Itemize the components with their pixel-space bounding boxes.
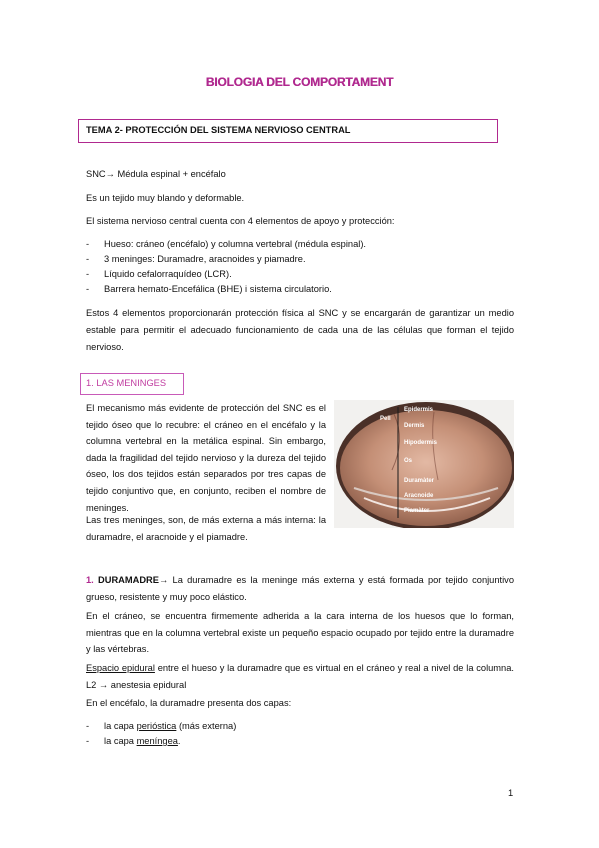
intro-paragraph: Estos 4 elementos proporcionarán protección física al SNC y se encargarán de garantizar un medio estable para permitir el adecuado funcionamiento de cada una de las células que forman el tejido nervioso. [86,308,514,352]
duramadre-definition: → La duramadre es la meninge más externa y está formada por tejido conjuntivo grueso, resistente y muy poco elástico. [86,575,514,602]
epidural-text: entre el hueso y la duramadre que es virtual en el cráneo y real a nivel de la columna. L2 → anestesia epidural [86,663,514,690]
section-heading: 1. LAS MENINGES [86,378,167,388]
image-label-hipodermis: Hipodermis [404,440,438,446]
image-label-epidermis: Epidermis [404,407,434,413]
list-item [104,735,181,749]
list-item: - Líquido cefalorraquídeo (LCR). [104,268,232,282]
page-number: 1 [508,788,514,798]
tejido-line: Es un tejido muy blando y deformable. [86,193,245,203]
document-title: BIOLOGIA DEL COMPORTAMENT [205,75,394,89]
meninges-paragraph-2: Las tres meninges, son, de más externa a más interna: la duramadre, el aracnoide y el piamadre. [86,515,326,542]
list-item: - 3 meninges: Duramadre, aracnoides y piamadre. [104,253,306,267]
capa-suffix: . [177,736,181,746]
duramadre-paragraph [86,572,514,605]
capa-suffix: (más externa) [176,721,237,731]
image-label-os: Os [404,458,413,464]
list-item [104,720,236,734]
meninges-paragraph: El mecanismo más evidente de protección del SNC es el tejido óseo que lo recubre: el cráneo en el encéfalo y la columna vertebral en la metálica espinal. Sin embargo, dada la fragilidad del tejido nervioso y la dureza del tejido óseo, los dos tejidos están separados por tres capas de tejido conjuntivo que, en conjunto, reciben el nombre de meninges. [86,403,326,513]
meninges-image [334,400,514,528]
capa-prefix: la capa [104,721,137,731]
craneo-paragraph: En el cráneo, se encuentra firmemente adherida a la cara interna de los huesos que lo forman, mientras que en la columna vertebral existe un pequeño espacio ocupado por tejido entre la duramadre y las vértebras. [86,611,514,655]
image-label-pell: Pell [380,416,391,422]
image-label-duramater: Duramàter [404,478,435,484]
tema-heading: TEMA 2- PROTECCIÓN DEL SISTEMA NERVIOSO CENTRAL [86,125,351,135]
capa-prefix: la capa [104,736,137,746]
list-item: - Barrera hemato-Encefálica (BHE) i sistema circulatorio. [104,283,332,297]
meningea-term: meníngea [136,736,178,746]
image-label-dermis: Dermis [404,423,425,429]
duramadre-heading: DURAMADRE [98,575,159,585]
epidural-paragraph [86,660,514,693]
image-label-piamater: Piamàter [404,508,430,514]
skull-layers-illustration [334,400,514,528]
duramadre-number: 1. [86,575,94,585]
snc-line: SNC→ Médula espinal + encéfalo [86,169,226,179]
periostica-term: perióstica [136,721,177,731]
elementos-line: El sistema nervioso central cuenta con 4 elementos de apoyo y protección: [86,216,395,226]
espacio-epidural-term: Espacio epidural [86,663,155,673]
capas-intro: En el encéfalo, la duramadre presenta dos capas: [86,698,292,708]
list-item: - Hueso: cráneo (encéfalo) y columna vertebral (médula espinal). [104,238,366,252]
image-label-aracnoide: Aracnoide [404,493,434,499]
